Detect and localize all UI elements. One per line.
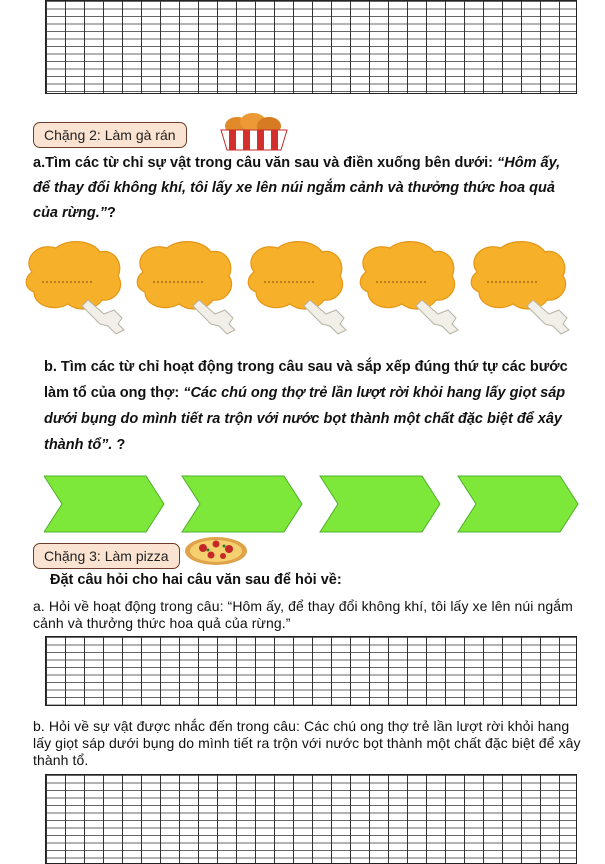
chapter-3-instruction: Đặt câu hỏi cho hai câu văn sau để hỏi về: xyxy=(50,572,342,588)
question-b-prompt: b. Tìm các từ chỉ hoạt động trong câu sau và sắp xếp đúng thứ tự các bước làm tổ của ong thợ: xyxy=(44,359,568,401)
pizza-icon xyxy=(183,535,249,567)
question-b-suffix: ? xyxy=(112,437,126,453)
chapter-2-question-a xyxy=(33,151,578,226)
arrow-answer-box[interactable] xyxy=(182,476,302,532)
chapter-2-question-b xyxy=(44,354,578,458)
question-b-quote: “Các chú ong thợ trẻ lần lượt rời khỏi hang lấy giọt sáp dưới bụng do mình tiết ra trộn với nước bọt thành một chất đặc biệt để xây thành tổ”. xyxy=(44,385,566,453)
chapter-3-tag: Chặng 3: Làm pizza xyxy=(33,543,180,569)
question-a-suffix: ? xyxy=(107,205,116,221)
writing-grid-middle[interactable] xyxy=(45,636,577,706)
arrow-answer-box[interactable] xyxy=(44,476,164,532)
writing-grid-top[interactable] xyxy=(45,0,577,94)
arrow-answer-box[interactable] xyxy=(320,476,440,532)
arrow-answer-row xyxy=(44,475,594,535)
chapter-3-question-b: b. Hỏi về sự vật được nhắc đến trong câu: Các chú ong thợ trẻ lần lượt rời khỏi hang lấy giọt sáp dưới bụng do mình tiết ra trộn với nước bọt thành một chất đặc biệt để xây thành tổ. xyxy=(33,718,581,768)
fried-chicken-bucket-icon xyxy=(215,112,293,152)
question-a-prompt: a.Tìm các từ chỉ sự vật trong câu văn sau và điền xuống bên dưới: xyxy=(33,155,498,171)
question-a-quote: “Hôm ấy, để thay đổi không khí, tôi lấy xe lên núi ngắm cảnh và thưởng thức hoa quả của rừng.” xyxy=(33,155,561,221)
drumstick-answer-box[interactable] xyxy=(463,238,593,338)
arrow-answer-box[interactable] xyxy=(458,476,578,532)
chapter-3-question-a: a. Hỏi về hoạt động trong câu: “Hôm ấy, để thay đổi không khí, tôi lấy xe lên núi ngắm cảnh và thưởng thức hoa quả của rừng.” xyxy=(33,598,573,631)
chapter-2-tag: Chặng 2: Làm gà rán xyxy=(33,122,187,148)
writing-grid-bottom[interactable] xyxy=(45,774,577,864)
drumstick-answer-box[interactable] xyxy=(240,238,370,338)
